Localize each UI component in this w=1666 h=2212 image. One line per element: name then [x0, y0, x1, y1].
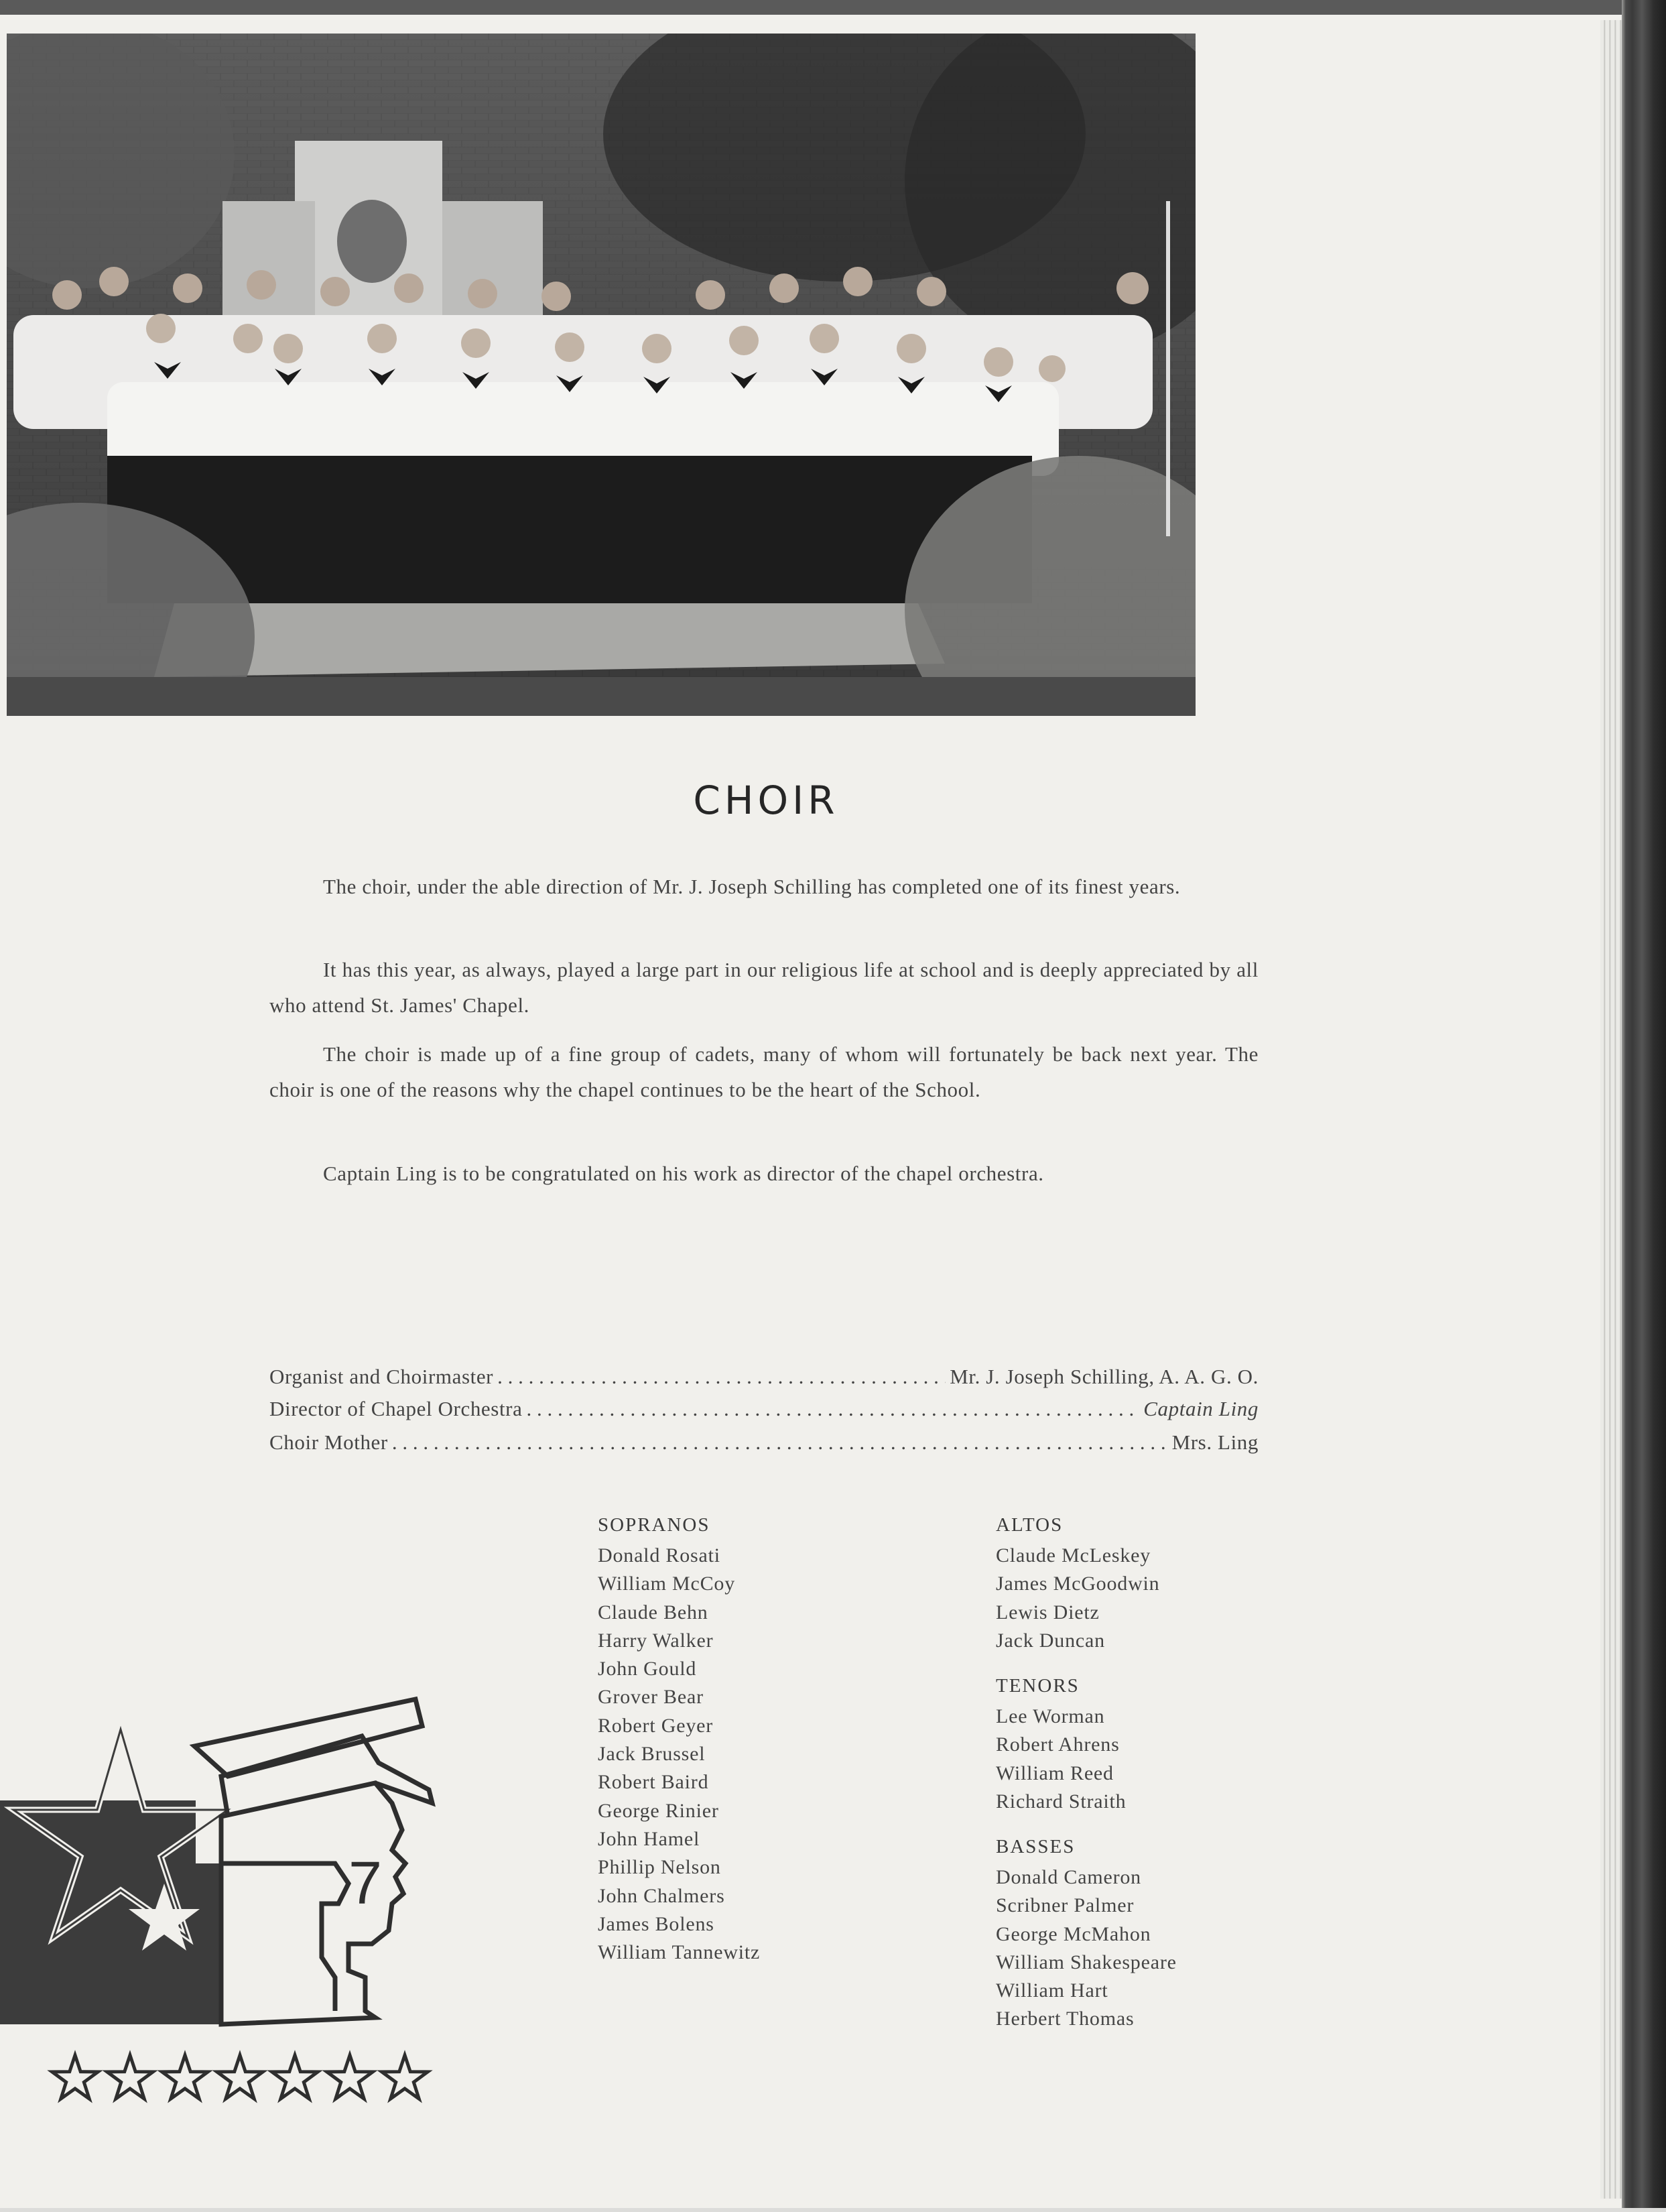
list-item: Grover Bear [598, 1686, 704, 1709]
tenors-section [996, 1669, 1126, 1816]
scan-bottom-edge [0, 2208, 1666, 2212]
section-heading: ALTOS [996, 1514, 1064, 1536]
religious-life-paragraph: It has this year, as always, played a large part in our religious life at school and is deeply appreciated by all who attend St. James' Chapel. [269, 958, 1259, 1017]
list-item: Claude Behn [598, 1601, 708, 1623]
list-item: Donald Rosati [598, 1544, 720, 1566]
list-item: James McGoodwin [996, 1573, 1160, 1595]
list-item: Lewis Dietz [996, 1601, 1100, 1623]
list-item: Lee Worman [996, 1705, 1105, 1727]
list-item: Robert Geyer [598, 1714, 714, 1737]
officer-role: Director of Chapel Orchestra [269, 1397, 523, 1420]
officer-name: Captain Ling [1143, 1397, 1259, 1420]
intro-paragraph: The choir, under the able direction of Mr. J. Joseph Schilling has completed one of its finest years. [323, 875, 1181, 898]
list-item: Jack Duncan [996, 1629, 1105, 1652]
section-heading: SOPRANOS [598, 1514, 710, 1536]
leader-dots [497, 1365, 946, 1389]
page-title: CHOIR [693, 778, 839, 823]
star-icon [107, 2055, 153, 2099]
altos-section [996, 1508, 1159, 1655]
list-item: Herbert Thomas [996, 2008, 1135, 2030]
section-heading: TENORS [996, 1675, 1080, 1697]
officer-role: Organist and Choirmaster [269, 1365, 494, 1388]
list-item: George Rinier [598, 1799, 719, 1822]
list-item: Scribner Palmer [996, 1894, 1135, 1917]
list-item: John Hamel [598, 1827, 700, 1850]
sopranos-section [598, 1508, 760, 1967]
list-item: George McMahon [996, 1922, 1151, 1945]
list-item: James Bolens [598, 1912, 714, 1935]
officer-row [269, 1397, 1259, 1429]
star-icon [272, 2055, 318, 2099]
member-list [598, 1542, 760, 1967]
officer-row [269, 1365, 1259, 1397]
list-item: William Reed [996, 1762, 1114, 1784]
list-item: Robert Ahrens [996, 1733, 1120, 1756]
collar-number: 7 [348, 1850, 383, 1917]
list-item: Donald Cameron [996, 1866, 1141, 1888]
orchestra-paragraph: Captain Ling is to be congratulated on his work as director of the chapel orchestra. [323, 1162, 1044, 1185]
list-item: Claude McLeskey [996, 1544, 1151, 1566]
member-list [996, 1542, 1159, 1655]
officer-name: Mr. J. Joseph Schilling, A. A. G. O. [950, 1365, 1259, 1388]
star-row [52, 2055, 428, 2099]
choir-photo-image [7, 34, 1196, 716]
list-item: Robert Baird [598, 1771, 709, 1794]
officer-row [269, 1430, 1259, 1463]
basses-section [996, 1830, 1177, 2034]
list-item: John Gould [598, 1658, 697, 1680]
list-item: William Shakespeare [996, 1951, 1177, 1973]
cadet-emblem [0, 1662, 483, 2118]
cadets-paragraph: The choir is made up of a fine group of cadets, many of whom will fortunately be back next year. The choir is one of the reasons why the chapel continues to be the heart of the School. [269, 1042, 1259, 1101]
list-item: Richard Straith [996, 1790, 1127, 1812]
officer-role: Choir Mother [269, 1430, 388, 1454]
leader-dots [526, 1397, 1139, 1421]
list-item: John Chalmers [598, 1884, 725, 1907]
list-item: Jack Brussel [598, 1743, 706, 1766]
star-icon [217, 2055, 263, 2099]
list-item: William McCoy [598, 1573, 736, 1595]
list-item: William Hart [996, 1979, 1108, 2002]
page-stack-edge [1600, 20, 1622, 2199]
list-item: Harry Walker [598, 1629, 714, 1652]
star-icon [162, 2055, 208, 2099]
section-heading: BASSES [996, 1836, 1076, 1857]
choir-photograph [7, 34, 1196, 716]
star-icon [52, 2055, 98, 2099]
list-item: Phillip Nelson [598, 1856, 721, 1879]
star-icon [327, 2055, 373, 2099]
book-spine [1622, 0, 1666, 2212]
cadet-head-icon [0, 1662, 483, 2118]
star-icon [382, 2055, 428, 2099]
member-list [996, 1863, 1177, 2034]
scan-top-edge [0, 0, 1666, 15]
officer-name: Mrs. Ling [1171, 1430, 1259, 1454]
member-list [996, 1703, 1126, 1816]
list-item: William Tannewitz [598, 1941, 761, 1964]
leader-dots [392, 1430, 1168, 1455]
